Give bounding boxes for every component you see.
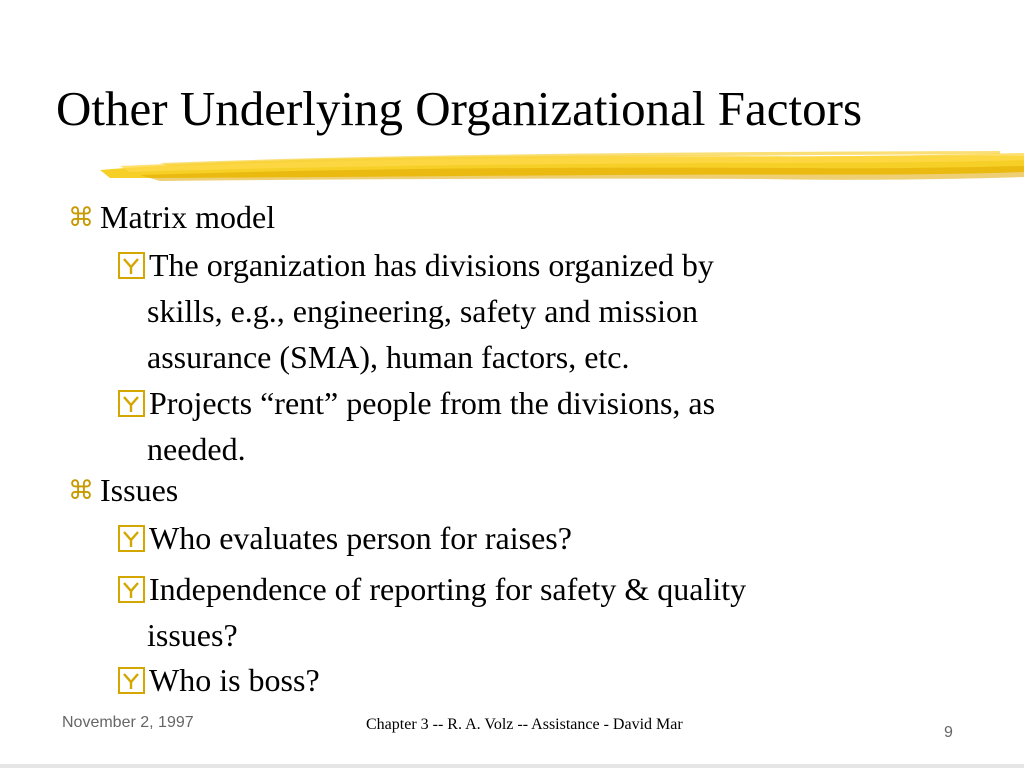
- title-underline-brush: [100, 148, 1024, 188]
- bullet-issues: [68, 468, 178, 513]
- sub-bullet-line: The organization has divisions organized by: [149, 247, 714, 283]
- footer-date: November 2, 1997: [62, 714, 194, 731]
- sub-bullet-who-is-boss: [118, 657, 898, 703]
- bullet-matrix-model: [68, 195, 275, 240]
- footer-chapter: Chapter 3 -- R. A. Volz -- Assistance - David Mar: [366, 716, 683, 733]
- checkbox-y-icon: [118, 390, 145, 417]
- command-bullet-icon: ⌘: [68, 203, 94, 233]
- sub-bullet-raises: [118, 515, 898, 561]
- sub-bullet-projects-rent: [118, 380, 898, 472]
- sub-bullet-line: issues?: [147, 617, 238, 653]
- sub-bullet-line: skills, e.g., engineering, safety and mission: [147, 293, 699, 329]
- bullet-text: Matrix model: [100, 199, 276, 235]
- sub-bullet-line: Who evaluates person for raises?: [149, 520, 572, 556]
- bottom-rule: [0, 764, 1024, 768]
- sub-bullet-line: Projects “rent” people from the divisions, as: [149, 385, 716, 421]
- bullet-text: Issues: [100, 472, 179, 508]
- page-number: 9: [944, 724, 953, 741]
- sub-bullet-line: needed.: [147, 431, 246, 467]
- command-bullet-icon: ⌘: [68, 476, 94, 506]
- sub-bullet-line: Who is boss?: [149, 662, 320, 698]
- slide-title: Other Underlying Organizational Factors: [56, 81, 863, 136]
- sub-bullet-line: assurance (SMA), human factors, etc.: [147, 339, 630, 375]
- checkbox-y-icon: [118, 667, 145, 694]
- sub-bullet-divisions: [118, 242, 898, 380]
- sub-bullet-line: Independence of reporting for safety & quality: [149, 571, 747, 607]
- sub-bullet-independence: [118, 566, 898, 658]
- checkbox-y-icon: [118, 252, 145, 279]
- checkbox-y-icon: [118, 576, 145, 603]
- checkbox-y-icon: [118, 525, 145, 552]
